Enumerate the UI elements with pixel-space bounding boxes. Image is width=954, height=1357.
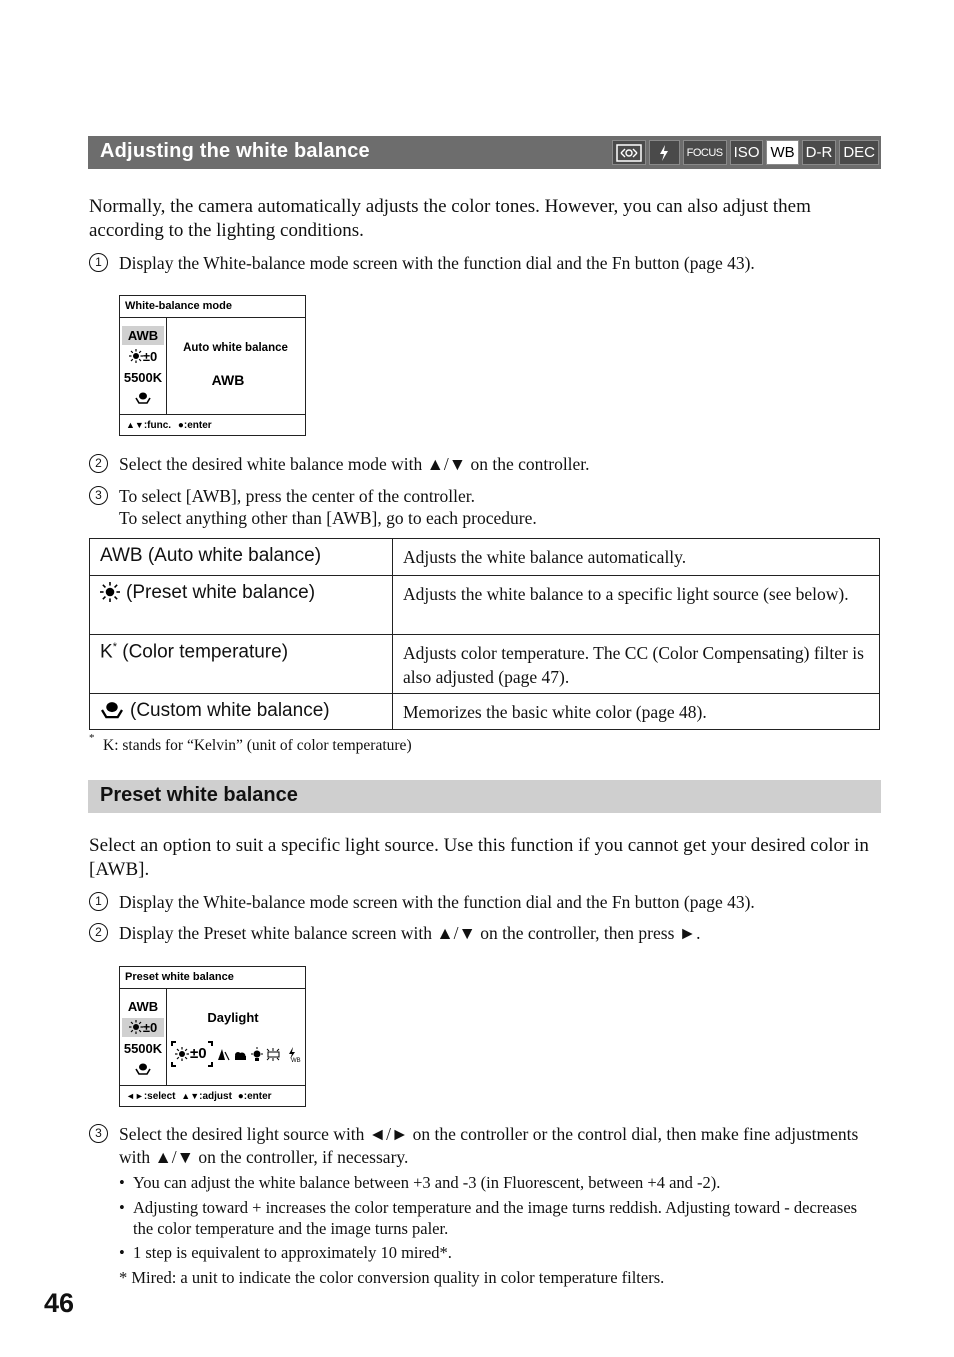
mode-kelvin: 5500K bbox=[123, 1041, 163, 1056]
bullet-text: You can adjust the white balance between +3 and -3 (in Fluorescent, between +4 and -2). bbox=[133, 1173, 721, 1192]
mode-custom bbox=[122, 389, 164, 408]
dr-chip: D-R bbox=[802, 140, 837, 165]
step-number: 2 bbox=[89, 923, 108, 942]
bullet-dot: • bbox=[119, 1198, 125, 1217]
sun-icon bbox=[100, 582, 120, 602]
flash-icon bbox=[657, 144, 671, 162]
bullet-text: 1 step is equivalent to approximately 10 mired*. bbox=[133, 1243, 452, 1262]
table-label-cell bbox=[90, 576, 393, 635]
center-title: Daylight bbox=[207, 1010, 259, 1025]
bullet-text: Adjusting toward + increases the color temperature and the image turns reddish. Adjusting toward - decreases the color temperature and the image turns paler. bbox=[133, 1198, 858, 1238]
mode-awb: AWB bbox=[122, 326, 164, 345]
mode-chips bbox=[612, 140, 879, 165]
metering-icon bbox=[616, 144, 642, 162]
footer-enter: :enter bbox=[183, 420, 212, 431]
preset-value: ±0 bbox=[142, 1020, 158, 1035]
table-row bbox=[90, 576, 880, 635]
shade-icon bbox=[218, 1049, 229, 1060]
mode-awb: AWB bbox=[127, 999, 159, 1014]
custom-wb-icon bbox=[135, 391, 151, 405]
sun-icon bbox=[129, 1020, 143, 1034]
tungsten-icon bbox=[251, 1047, 263, 1061]
step-number: 1 bbox=[89, 892, 108, 911]
mode-preset bbox=[122, 1018, 164, 1037]
table-row bbox=[90, 635, 880, 694]
preset-value: ±0 bbox=[142, 349, 158, 364]
preset-white-balance-screen bbox=[119, 966, 306, 1107]
custom-wb-icon bbox=[135, 1062, 151, 1076]
footnote-mark: * bbox=[89, 732, 95, 744]
table-desc: Memorizes the basic white color (page 48). bbox=[393, 694, 880, 730]
wb-chip: WB bbox=[766, 140, 798, 165]
white-balance-table bbox=[89, 538, 880, 730]
intro-paragraph: Select an option to suit a specific light source. Use this function if you cannot get your desired color in [AWB]. bbox=[89, 835, 869, 880]
mode-column bbox=[120, 988, 167, 1086]
section-title: Preset white balance bbox=[100, 784, 298, 806]
screen-footer bbox=[120, 1085, 305, 1106]
table-desc: Adjusts color temperature. The CC (Color Compensating) filter is also adjusted (page 47). bbox=[393, 635, 880, 694]
wb-small-label: WB bbox=[291, 1058, 301, 1064]
up-down-icon: ▲▼ bbox=[126, 420, 144, 430]
footer-select: :select bbox=[143, 1091, 176, 1102]
section-header-preset bbox=[88, 780, 881, 813]
step-text: Display the Preset white balance screen with ▲/▼ on the controller, then press ►. bbox=[119, 923, 701, 943]
fluorescent-icon bbox=[267, 1048, 279, 1061]
mode-column bbox=[120, 317, 167, 415]
footer-adjust: :adjust bbox=[199, 1091, 232, 1102]
table-row bbox=[90, 539, 880, 576]
selected-value: ±0 bbox=[190, 1045, 207, 1062]
table-label-rest: (Color temperature) bbox=[116, 641, 289, 663]
center-button-icon: ● bbox=[177, 420, 184, 431]
footer-enter: :enter bbox=[243, 1091, 272, 1102]
step-number: 3 bbox=[89, 486, 108, 505]
section-header-white-balance bbox=[88, 136, 881, 169]
up-down-icon: ▲▼ bbox=[181, 1091, 200, 1101]
focus-chip: FOCUS bbox=[683, 140, 727, 165]
table-row bbox=[90, 694, 880, 730]
step-number: 3 bbox=[89, 1124, 108, 1143]
bullet-dot: • bbox=[119, 1173, 125, 1192]
mode-preset bbox=[122, 347, 164, 366]
step-text: Display the White-balance mode screen with the function dial and the Fn button (page 43). bbox=[119, 253, 755, 273]
table-label: (Preset white balance) bbox=[126, 582, 316, 603]
iso-chip: ISO bbox=[730, 140, 764, 165]
table-label-cell bbox=[90, 694, 393, 730]
footnote: K: stands for “Kelvin” (unit of color temperature) bbox=[103, 737, 412, 754]
table-label: AWB (Auto white balance) bbox=[90, 539, 393, 576]
selected-source bbox=[170, 1040, 214, 1068]
center-value: AWB bbox=[211, 372, 245, 388]
table-label: (Custom white balance) bbox=[130, 700, 330, 721]
left-right-icon: ◄► bbox=[126, 1091, 144, 1101]
step-text: Select the desired white balance mode with ▲/▼ on the controller. bbox=[119, 454, 590, 474]
step-text: To select anything other than [AWB], go to each procedure. bbox=[119, 508, 537, 528]
white-balance-mode-screen bbox=[119, 295, 306, 436]
footer-func: :func. bbox=[143, 420, 172, 431]
metering-chip bbox=[612, 140, 646, 165]
center-title: Auto white balance bbox=[183, 342, 288, 354]
mode-custom bbox=[122, 1060, 164, 1079]
section-title: Adjusting the white balance bbox=[100, 140, 370, 162]
screen-footer bbox=[120, 414, 305, 435]
custom-wb-icon bbox=[100, 700, 124, 720]
screen-title: White-balance mode bbox=[120, 296, 305, 318]
table-label-cell bbox=[90, 635, 393, 694]
screen-title: Preset white balance bbox=[120, 967, 305, 989]
table-label: K bbox=[100, 641, 113, 663]
step-text: Display the White-balance mode screen with the function dial and the Fn button (page 43). bbox=[119, 892, 755, 912]
center-button-icon: ● bbox=[237, 1091, 244, 1102]
flash-chip bbox=[649, 140, 680, 165]
step-text: To select [AWB], press the center of the controller. bbox=[119, 486, 475, 506]
step-text: Select the desired light source with ◄/► on the controller or the control dial, then make fine adjustments with ▲/▼ on the controller, if necessary. bbox=[119, 1124, 859, 1167]
mired-note: * Mired: a unit to indicate the color conversion quality in color temperature filters. bbox=[119, 1268, 665, 1287]
table-desc: Adjusts the white balance to a specific light source (see below). bbox=[393, 576, 880, 635]
intro-paragraph: Normally, the camera automatically adjusts the color tones. However, you can also adjust them according to the lighting conditions. bbox=[89, 196, 811, 241]
bullet-dot: • bbox=[119, 1243, 125, 1262]
sun-icon bbox=[129, 349, 143, 363]
dec-chip: DEC bbox=[839, 140, 879, 165]
table-desc: Adjusts the white balance automatically. bbox=[393, 539, 880, 576]
footnote-mark: * bbox=[112, 641, 117, 653]
step-number: 2 bbox=[89, 454, 108, 473]
mode-kelvin: 5500K bbox=[123, 370, 163, 385]
page-number: 46 bbox=[44, 1288, 75, 1318]
step-number: 1 bbox=[89, 253, 108, 272]
cloudy-icon bbox=[235, 1052, 246, 1060]
